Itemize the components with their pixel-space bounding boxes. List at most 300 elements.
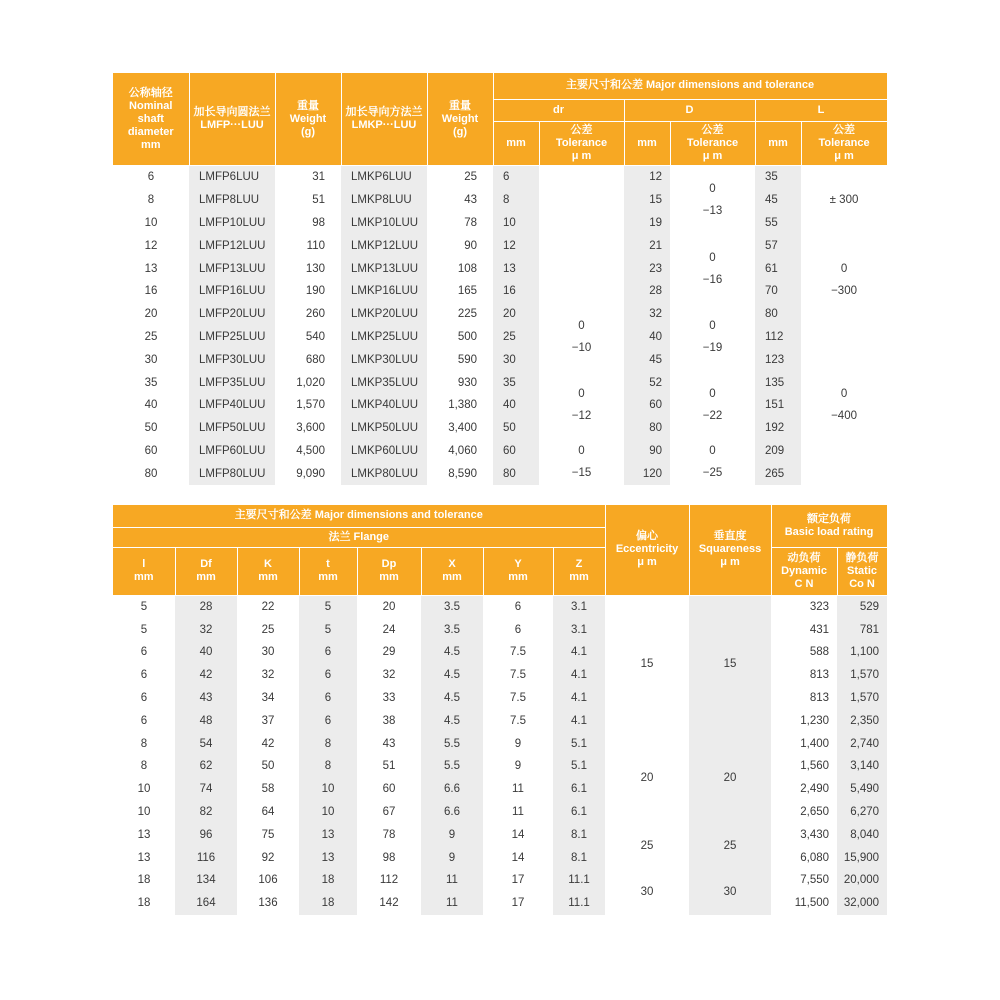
squareness-cell: 15 <box>689 595 771 732</box>
table-row <box>113 326 887 349</box>
D-mm-cell: 12 <box>624 166 670 189</box>
D-mm-cell: 45 <box>624 348 670 371</box>
header-col-x <box>421 547 483 595</box>
cell-t: 13 <box>299 823 357 846</box>
header-D: D <box>624 99 755 121</box>
L-tolerance-cell: ± 300 <box>801 166 887 235</box>
dr-mm-cell: 50 <box>493 417 539 440</box>
L-mm-cell: 123 <box>755 348 801 371</box>
cell-x: 11 <box>421 892 483 915</box>
cell-z: 11.1 <box>553 869 605 892</box>
dynamic-load-cell: 6,080 <box>771 846 837 869</box>
round-flange-model-cell: LMFP13LUU <box>189 257 275 280</box>
table-row <box>113 280 887 303</box>
weight-round-cell: 260 <box>275 303 341 326</box>
dr-mm-cell: 13 <box>493 257 539 280</box>
shaft-diameter-cell: 10 <box>113 212 189 235</box>
shaft-diameter-cell: 6 <box>113 166 189 189</box>
round-flange-model-cell: LMFP40LUU <box>189 394 275 417</box>
cell-t: 10 <box>299 778 357 801</box>
header-D-tolerance: 公差 Tolerance μ m <box>670 121 755 165</box>
weight-round-cell: 110 <box>275 234 341 257</box>
cell-l: 6 <box>113 687 175 710</box>
header-static-load: 静负荷 Static Co N <box>837 547 887 595</box>
header-col-k <box>237 547 299 595</box>
header-dr: dr <box>493 99 624 121</box>
L-mm-cell: 35 <box>755 166 801 189</box>
header-col-y <box>483 547 553 595</box>
cell-z: 8.1 <box>553 823 605 846</box>
squareness-cell: 25 <box>689 823 771 869</box>
table-row <box>113 869 887 892</box>
cell-y: 14 <box>483 846 553 869</box>
cell-k: 25 <box>237 618 299 641</box>
weight-round-cell: 190 <box>275 280 341 303</box>
L-mm-cell: 57 <box>755 234 801 257</box>
dr-tolerance-cell: 0 −12 <box>539 371 624 439</box>
table-row <box>113 732 887 755</box>
table-row <box>113 234 887 257</box>
weight-round-cell: 680 <box>275 348 341 371</box>
cell-t: 13 <box>299 846 357 869</box>
cell-z: 6.1 <box>553 778 605 801</box>
header-col-symbol: K <box>264 558 272 570</box>
dr-mm-cell: 10 <box>493 212 539 235</box>
cell-l: 8 <box>113 732 175 755</box>
static-load-cell: 32,000 <box>837 892 887 915</box>
L-mm-cell: 112 <box>755 326 801 349</box>
cell-k: 64 <box>237 801 299 824</box>
header-col-unit: mm <box>442 571 462 583</box>
dr-mm-cell: 80 <box>493 462 539 485</box>
weight-square-cell: 108 <box>427 257 493 280</box>
dr-mm-cell: 8 <box>493 189 539 212</box>
header-col-unit: mm <box>133 571 154 583</box>
cell-k: 58 <box>237 778 299 801</box>
shaft-diameter-cell: 12 <box>113 234 189 257</box>
header-round-flange-model: 加长导向圆法兰 LMFP···LUU <box>189 73 275 166</box>
weight-square-cell: 4,060 <box>427 440 493 463</box>
cell-dp: 67 <box>357 801 421 824</box>
cell-dp: 142 <box>357 892 421 915</box>
header-flange: 法兰 Flange <box>113 527 605 547</box>
static-load-cell: 20,000 <box>837 869 887 892</box>
header-col-unit: mm <box>196 571 216 583</box>
cell-z: 5.1 <box>553 732 605 755</box>
shaft-diameter-cell: 13 <box>113 257 189 280</box>
header-col-symbol: Dp <box>381 558 397 570</box>
table-row <box>113 417 887 440</box>
cell-l: 5 <box>113 595 175 618</box>
weight-square-cell: 165 <box>427 280 493 303</box>
L-mm-cell: 61 <box>755 257 801 280</box>
cell-k: 22 <box>237 595 299 618</box>
weight-square-cell: 500 <box>427 326 493 349</box>
L-mm-cell: 45 <box>755 189 801 212</box>
cell-t: 6 <box>299 641 357 664</box>
header-col-symbol: Df <box>200 558 212 570</box>
D-mm-cell: 120 <box>624 462 670 485</box>
cell-df: 54 <box>175 732 237 755</box>
dynamic-load-cell: 1,230 <box>771 709 837 732</box>
table-row <box>113 892 887 915</box>
weight-round-cell: 540 <box>275 326 341 349</box>
weight-round-cell: 1,570 <box>275 394 341 417</box>
cell-z: 5.1 <box>553 755 605 778</box>
static-load-cell: 8,040 <box>837 823 887 846</box>
header-col-z <box>553 547 605 595</box>
cell-y: 7.5 <box>483 641 553 664</box>
round-flange-model-cell: LMFP16LUU <box>189 280 275 303</box>
cell-t: 18 <box>299 892 357 915</box>
dr-mm-cell: 35 <box>493 371 539 394</box>
cell-dp: 33 <box>357 687 421 710</box>
cell-dp: 20 <box>357 595 421 618</box>
table-row <box>113 846 887 869</box>
cell-dp: 38 <box>357 709 421 732</box>
cell-df: 134 <box>175 869 237 892</box>
header-weight-square: 重量 Weight (g) <box>427 73 493 166</box>
dynamic-load-cell: 1,400 <box>771 732 837 755</box>
header-shaft-diameter: 公称轴径 Nominal shaft diameter mm <box>113 73 189 166</box>
dr-mm-cell: 20 <box>493 303 539 326</box>
D-mm-cell: 15 <box>624 189 670 212</box>
table-row <box>113 755 887 778</box>
round-flange-model-cell: LMFP12LUU <box>189 234 275 257</box>
table-row <box>113 823 887 846</box>
cell-x: 6.6 <box>421 801 483 824</box>
shaft-diameter-cell: 8 <box>113 189 189 212</box>
header-col-symbol: Y <box>514 558 522 570</box>
cell-df: 74 <box>175 778 237 801</box>
cell-y: 11 <box>483 778 553 801</box>
square-flange-model-cell: LMKP35LUU <box>341 371 427 394</box>
cell-y: 9 <box>483 732 553 755</box>
D-tolerance-cell: 0 −22 <box>670 371 755 439</box>
cell-z: 4.1 <box>553 709 605 732</box>
table-row <box>113 348 887 371</box>
dynamic-load-cell: 2,650 <box>771 801 837 824</box>
cell-k: 136 <box>237 892 299 915</box>
weight-square-cell: 78 <box>427 212 493 235</box>
cell-z: 4.1 <box>553 664 605 687</box>
cell-l: 13 <box>113 846 175 869</box>
header-square-flange-model: 加长导向方法兰 LMKP···LUU <box>341 73 427 166</box>
shaft-diameter-cell: 50 <box>113 417 189 440</box>
weight-square-cell: 43 <box>427 189 493 212</box>
cell-x: 3.5 <box>421 595 483 618</box>
cell-y: 7.5 <box>483 664 553 687</box>
weight-round-cell: 4,500 <box>275 440 341 463</box>
cell-y: 11 <box>483 801 553 824</box>
table-row <box>113 257 887 280</box>
cell-l: 18 <box>113 892 175 915</box>
dynamic-load-cell: 323 <box>771 595 837 618</box>
cell-df: 62 <box>175 755 237 778</box>
dynamic-load-cell: 7,550 <box>771 869 837 892</box>
dynamic-load-cell: 11,500 <box>771 892 837 915</box>
static-load-cell: 1,570 <box>837 687 887 710</box>
cell-z: 4.1 <box>553 641 605 664</box>
table-row <box>113 189 887 212</box>
round-flange-model-cell: LMFP30LUU <box>189 348 275 371</box>
dynamic-load-cell: 1,560 <box>771 755 837 778</box>
shaft-diameter-cell: 60 <box>113 440 189 463</box>
table-row <box>113 462 887 485</box>
cell-x: 9 <box>421 846 483 869</box>
static-load-cell: 529 <box>837 595 887 618</box>
static-load-cell: 3,140 <box>837 755 887 778</box>
square-flange-model-cell: LMKP80LUU <box>341 462 427 485</box>
cell-l: 10 <box>113 801 175 824</box>
table-row <box>113 801 887 824</box>
dynamic-load-cell: 813 <box>771 664 837 687</box>
round-flange-model-cell: LMFP35LUU <box>189 371 275 394</box>
square-flange-model-cell: LMKP8LUU <box>341 189 427 212</box>
weight-square-cell: 225 <box>427 303 493 326</box>
cell-df: 28 <box>175 595 237 618</box>
static-load-cell: 1,570 <box>837 664 887 687</box>
cell-z: 4.1 <box>553 687 605 710</box>
cell-z: 11.1 <box>553 892 605 915</box>
cell-z: 8.1 <box>553 846 605 869</box>
static-load-cell: 5,490 <box>837 778 887 801</box>
weight-round-cell: 9,090 <box>275 462 341 485</box>
eccentricity-cell: 30 <box>605 869 689 915</box>
dr-mm-cell: 6 <box>493 166 539 189</box>
cell-t: 5 <box>299 618 357 641</box>
cell-z: 6.1 <box>553 801 605 824</box>
D-tolerance-cell: 0 −16 <box>670 234 755 302</box>
cell-dp: 29 <box>357 641 421 664</box>
D-tolerance-cell: 0 −19 <box>670 303 755 371</box>
D-mm-cell: 28 <box>624 280 670 303</box>
weight-square-cell: 3,400 <box>427 417 493 440</box>
table-row <box>113 778 887 801</box>
cell-t: 8 <box>299 755 357 778</box>
header-L: L <box>755 99 887 121</box>
header-basic-load-rating: 额定负荷 Basic load rating <box>771 505 887 547</box>
weight-square-cell: 1,380 <box>427 394 493 417</box>
cell-y: 17 <box>483 892 553 915</box>
cell-l: 10 <box>113 778 175 801</box>
cell-k: 37 <box>237 709 299 732</box>
shaft-diameter-cell: 80 <box>113 462 189 485</box>
dr-mm-cell: 40 <box>493 394 539 417</box>
square-flange-model-cell: LMKP50LUU <box>341 417 427 440</box>
eccentricity-cell: 20 <box>605 732 689 823</box>
dynamic-load-cell: 813 <box>771 687 837 710</box>
table-row <box>113 212 887 235</box>
cell-dp: 43 <box>357 732 421 755</box>
header-D-mm: mm <box>624 121 670 165</box>
cell-l: 6 <box>113 641 175 664</box>
cell-x: 6.6 <box>421 778 483 801</box>
cell-dp: 51 <box>357 755 421 778</box>
cell-y: 6 <box>483 618 553 641</box>
header-dr-tolerance: 公差 Tolerance μ m <box>539 121 624 165</box>
cell-df: 116 <box>175 846 237 869</box>
shaft-diameter-cell: 40 <box>113 394 189 417</box>
cell-l: 5 <box>113 618 175 641</box>
cell-l: 13 <box>113 823 175 846</box>
cell-k: 106 <box>237 869 299 892</box>
static-load-cell: 15,900 <box>837 846 887 869</box>
flange-load-rating-table <box>113 505 888 915</box>
static-load-cell: 6,270 <box>837 801 887 824</box>
L-mm-cell: 151 <box>755 394 801 417</box>
table-row <box>113 618 887 641</box>
cell-k: 30 <box>237 641 299 664</box>
D-mm-cell: 19 <box>624 212 670 235</box>
header-col-df <box>175 547 237 595</box>
D-mm-cell: 52 <box>624 371 670 394</box>
D-mm-cell: 21 <box>624 234 670 257</box>
round-flange-model-cell: LMFP6LUU <box>189 166 275 189</box>
header-col-symbol: t <box>326 558 330 570</box>
header-major-dimensions: 主要尺寸和公差 Major dimensions and tolerance <box>493 73 887 99</box>
cell-dp: 98 <box>357 846 421 869</box>
square-flange-model-cell: LMKP16LUU <box>341 280 427 303</box>
square-flange-model-cell: LMKP30LUU <box>341 348 427 371</box>
cell-y: 14 <box>483 823 553 846</box>
eccentricity-cell: 15 <box>605 595 689 732</box>
header-col-unit: mm <box>508 571 528 583</box>
header-dr-mm: mm <box>493 121 539 165</box>
round-flange-model-cell: LMFP10LUU <box>189 212 275 235</box>
cell-df: 42 <box>175 664 237 687</box>
dr-mm-cell: 25 <box>493 326 539 349</box>
dr-tolerance-cell: 0 −10 <box>539 303 624 371</box>
shaft-diameter-cell: 16 <box>113 280 189 303</box>
cell-x: 4.5 <box>421 641 483 664</box>
eccentricity-cell: 25 <box>605 823 689 869</box>
L-mm-cell: 70 <box>755 280 801 303</box>
shaft-diameter-cell: 35 <box>113 371 189 394</box>
dynamic-load-cell: 431 <box>771 618 837 641</box>
cell-x: 5.5 <box>421 732 483 755</box>
cell-dp: 78 <box>357 823 421 846</box>
static-load-cell: 2,740 <box>837 732 887 755</box>
L-mm-cell: 192 <box>755 417 801 440</box>
header2-major-dimensions: 主要尺寸和公差 Major dimensions and tolerance <box>113 505 605 527</box>
header-col-unit: mm <box>379 571 399 583</box>
table-row <box>113 709 887 732</box>
cell-df: 40 <box>175 641 237 664</box>
cell-l: 8 <box>113 755 175 778</box>
square-flange-model-cell: LMKP10LUU <box>341 212 427 235</box>
header-L-tolerance: 公差 Tolerance μ m <box>801 121 887 165</box>
cell-y: 9 <box>483 755 553 778</box>
cell-df: 48 <box>175 709 237 732</box>
squareness-cell: 30 <box>689 869 771 915</box>
cell-k: 32 <box>237 664 299 687</box>
cell-x: 11 <box>421 869 483 892</box>
shaft-diameter-cell: 20 <box>113 303 189 326</box>
cell-t: 8 <box>299 732 357 755</box>
cell-k: 92 <box>237 846 299 869</box>
cell-x: 4.5 <box>421 709 483 732</box>
cell-t: 6 <box>299 664 357 687</box>
round-flange-model-cell: LMFP60LUU <box>189 440 275 463</box>
cell-t: 18 <box>299 869 357 892</box>
dr-mm-cell: 30 <box>493 348 539 371</box>
round-flange-model-cell: LMFP80LUU <box>189 462 275 485</box>
cell-t: 10 <box>299 801 357 824</box>
cell-dp: 32 <box>357 664 421 687</box>
D-mm-cell: 90 <box>624 440 670 463</box>
L-mm-cell: 135 <box>755 371 801 394</box>
cell-y: 7.5 <box>483 709 553 732</box>
cell-x: 4.5 <box>421 664 483 687</box>
static-load-cell: 2,350 <box>837 709 887 732</box>
cell-x: 9 <box>421 823 483 846</box>
static-load-cell: 781 <box>837 618 887 641</box>
header-col-unit: mm <box>569 571 589 583</box>
cell-y: 7.5 <box>483 687 553 710</box>
cell-y: 17 <box>483 869 553 892</box>
table-row <box>113 595 887 618</box>
shaft-diameter-cell: 25 <box>113 326 189 349</box>
round-flange-model-cell: LMFP8LUU <box>189 189 275 212</box>
cell-t: 6 <box>299 687 357 710</box>
D-mm-cell: 80 <box>624 417 670 440</box>
square-flange-model-cell: LMKP13LUU <box>341 257 427 280</box>
L-mm-cell: 209 <box>755 440 801 463</box>
dr-mm-cell: 60 <box>493 440 539 463</box>
square-flange-model-cell: LMKP40LUU <box>341 394 427 417</box>
header-col-l <box>113 547 175 595</box>
round-flange-model-cell: LMFP25LUU <box>189 326 275 349</box>
header-col-t <box>299 547 357 595</box>
L-tolerance-cell: 0 −300 <box>801 234 887 325</box>
dr-mm-cell: 12 <box>493 234 539 257</box>
dr-tolerance-cell: 0 −15 <box>539 440 624 486</box>
cell-df: 32 <box>175 618 237 641</box>
dynamic-load-cell: 3,430 <box>771 823 837 846</box>
cell-x: 4.5 <box>421 687 483 710</box>
D-mm-cell: 32 <box>624 303 670 326</box>
dynamic-load-cell: 2,490 <box>771 778 837 801</box>
table-row <box>113 371 887 394</box>
dr-mm-cell: 16 <box>493 280 539 303</box>
D-tolerance-cell: 0 −13 <box>670 166 755 235</box>
cell-z: 3.1 <box>553 618 605 641</box>
table-row <box>113 440 887 463</box>
cell-df: 82 <box>175 801 237 824</box>
header-dynamic-load: 动负荷 Dynamic C N <box>771 547 837 595</box>
table-row <box>113 687 887 710</box>
D-mm-cell: 23 <box>624 257 670 280</box>
cell-x: 3.5 <box>421 618 483 641</box>
header-col-symbol: Z <box>575 558 583 570</box>
cell-k: 50 <box>237 755 299 778</box>
L-mm-cell: 80 <box>755 303 801 326</box>
weight-round-cell: 51 <box>275 189 341 212</box>
shaft-diameter-cell: 30 <box>113 348 189 371</box>
L-mm-cell: 55 <box>755 212 801 235</box>
square-flange-model-cell: LMKP25LUU <box>341 326 427 349</box>
table-row <box>113 166 887 189</box>
header-col-symbol: l <box>142 558 146 570</box>
header-L-mm: mm <box>755 121 801 165</box>
cell-dp: 112 <box>357 869 421 892</box>
cell-k: 42 <box>237 732 299 755</box>
cell-k: 75 <box>237 823 299 846</box>
round-flange-model-cell: LMFP20LUU <box>189 303 275 326</box>
cell-l: 6 <box>113 709 175 732</box>
cell-df: 43 <box>175 687 237 710</box>
